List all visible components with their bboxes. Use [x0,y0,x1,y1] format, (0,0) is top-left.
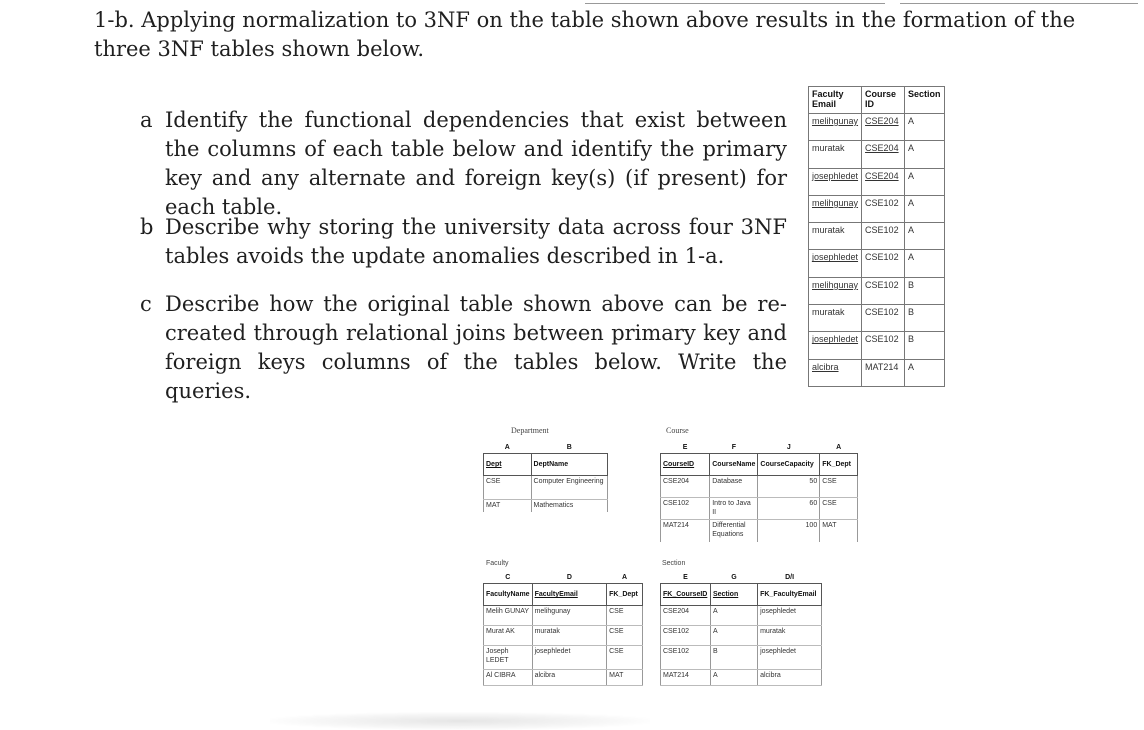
cell: 50 [758,476,820,498]
column-letter: G [731,574,737,581]
cell: josephledet [809,250,862,277]
table-row [661,498,858,520]
cell: Database [710,476,758,498]
cell: Melih GUNAY [484,606,533,626]
col-header: FK_CourseID [661,584,711,606]
cell: melihgunay [532,606,607,626]
item-label: c [140,292,152,316]
table-row [661,520,858,542]
cell: josephledet [758,606,822,626]
cell: CSE [484,476,532,500]
table-row [809,332,945,359]
cell: melihgunay [809,195,862,222]
column-letter: E [682,444,688,451]
cell: josephledet [758,646,822,670]
column-letter: A [836,444,842,451]
question-item-a [140,106,800,219]
col-header: DeptName [531,454,607,476]
cell: muratak [532,626,607,646]
col-header: CourseID [661,454,710,476]
table-row [484,670,643,686]
column-letter: F [731,444,736,451]
table-row [809,305,945,332]
cell: Al CIBRA [484,670,533,686]
faculty-course-section-table [808,86,945,387]
cell: A [905,250,945,277]
cell: 60 [758,498,820,520]
section-caption: Section [662,560,686,567]
column-letter: A [504,444,510,451]
col-header: CourseCapacity [758,454,820,476]
cell: Murat AK [484,626,533,646]
department-table [483,442,608,512]
column-letter: A [622,574,628,581]
question-title: 1-b. Applying normalization to 3NF on the table shown above results in the formation of the three 3NF tables shown below. [94,8,1076,61]
cell: MAT [484,500,532,512]
col-header: Section [905,87,945,114]
cell: CSE [607,606,643,626]
cell: muratak [758,626,822,646]
table-row [661,626,822,646]
top-rule-left [585,3,885,4]
cell: muratak [809,223,862,250]
cell: Intro to Java II [710,498,758,520]
cell: MAT214 [661,520,710,542]
cell: A [710,626,757,646]
question-item-b [140,213,800,273]
table-row [661,646,822,670]
column-letter: J [786,444,791,451]
cell: CSE102 [862,250,905,277]
col-header: FK_Dept [820,454,858,476]
col-header: FacultyName [484,584,533,606]
col-header: FacultyEmail [532,584,607,606]
faculty-table [483,572,643,686]
cell: A [710,670,757,686]
col-header: Section [710,584,757,606]
course-caption: Course [666,426,689,435]
table-row [484,646,643,670]
table-row [809,277,945,304]
cell: A [905,114,945,141]
cell: MAT214 [862,359,905,386]
cell: CSE [607,646,643,670]
course-table [660,442,858,542]
cell: A [905,195,945,222]
col-header: Dept [484,454,532,476]
cell: B [905,332,945,359]
item-text: Describe how the original table shown above can be re-created through relational joins between primary key and foreign keys columns of the tables below. Write the queries. [165,292,787,403]
cell: A [710,606,757,626]
cell: CSE204 [862,168,905,195]
cell: alcibra [758,670,822,686]
top-rule-right [900,3,1138,4]
cell: CSE102 [661,626,711,646]
col-header: FK_Dept [607,584,643,606]
cell: 100 [758,520,820,542]
column-letter: B [566,444,572,451]
cell: B [905,305,945,332]
cell: CSE102 [862,223,905,250]
cell: josephledet [809,332,862,359]
column-letter: D [566,574,572,581]
item-text: Identify the functional dependencies that exist between the columns of each table below and identify the primary key and any alternate and foreign key(s) (if present) for each table. [165,108,787,219]
cell: B [905,277,945,304]
cell: CSE102 [661,646,711,670]
question-item-c [140,290,800,403]
table-row [809,195,945,222]
table-row [809,223,945,250]
cell: muratak [809,141,862,168]
cell: melihgunay [809,277,862,304]
cell: alcibra [532,670,607,686]
cell: MAT [607,670,643,686]
cell: A [905,223,945,250]
cell: CSE [820,498,858,520]
cell: A [905,359,945,386]
cell: CSE204 [661,606,711,626]
column-letter: E [683,574,688,581]
cell: Mathematics [531,500,607,512]
table-row [809,168,945,195]
table-row [661,476,858,498]
cell: A [905,141,945,168]
cell: CSE204 [661,476,710,498]
cell: josephledet [532,646,607,670]
cell: Computer Engineering [531,476,607,500]
cell: MAT214 [661,670,711,686]
cell: CSE102 [862,332,905,359]
cell: alcibra [809,359,862,386]
table-row [484,626,643,646]
cell: B [710,646,757,670]
cell: CSE102 [862,305,905,332]
cell: josephledet [809,168,862,195]
table-row [661,606,822,626]
faculty-caption: Faculty [486,560,509,567]
cell: MAT [820,520,858,542]
cell: CSE204 [862,114,905,141]
col-header: FK_FacultyEmail [758,584,822,606]
col-header: CourseName [710,454,758,476]
column-letter: D/I [785,574,795,581]
table-row [809,250,945,277]
cell: CSE204 [862,141,905,168]
item-label: a [140,108,153,132]
table-row [661,670,822,686]
table-row [484,606,643,626]
table-row [809,114,945,141]
cell: CSE [607,626,643,646]
column-letter: C [505,574,511,581]
table-row [484,500,608,512]
table-row [484,476,608,500]
table-row [809,141,945,168]
cell: Differential Equations [710,520,758,542]
cell: CSE102 [661,498,710,520]
section-table [660,572,822,686]
item-text: Describe why storing the university data across four 3NF tables avoids the update anomalies described in 1-a. [165,215,787,268]
col-header: Course ID [862,87,905,114]
cell: A [905,168,945,195]
col-header: Faculty Email [809,87,862,114]
cell: Joseph LEDET [484,646,533,670]
department-caption: Department [511,426,549,435]
cell: muratak [809,305,862,332]
table-row [809,359,945,386]
scan-shadow [270,712,650,730]
cell: CSE102 [862,277,905,304]
item-label: b [140,215,154,239]
cell: melihgunay [809,114,862,141]
cell: CSE [820,476,858,498]
cell: CSE102 [862,195,905,222]
